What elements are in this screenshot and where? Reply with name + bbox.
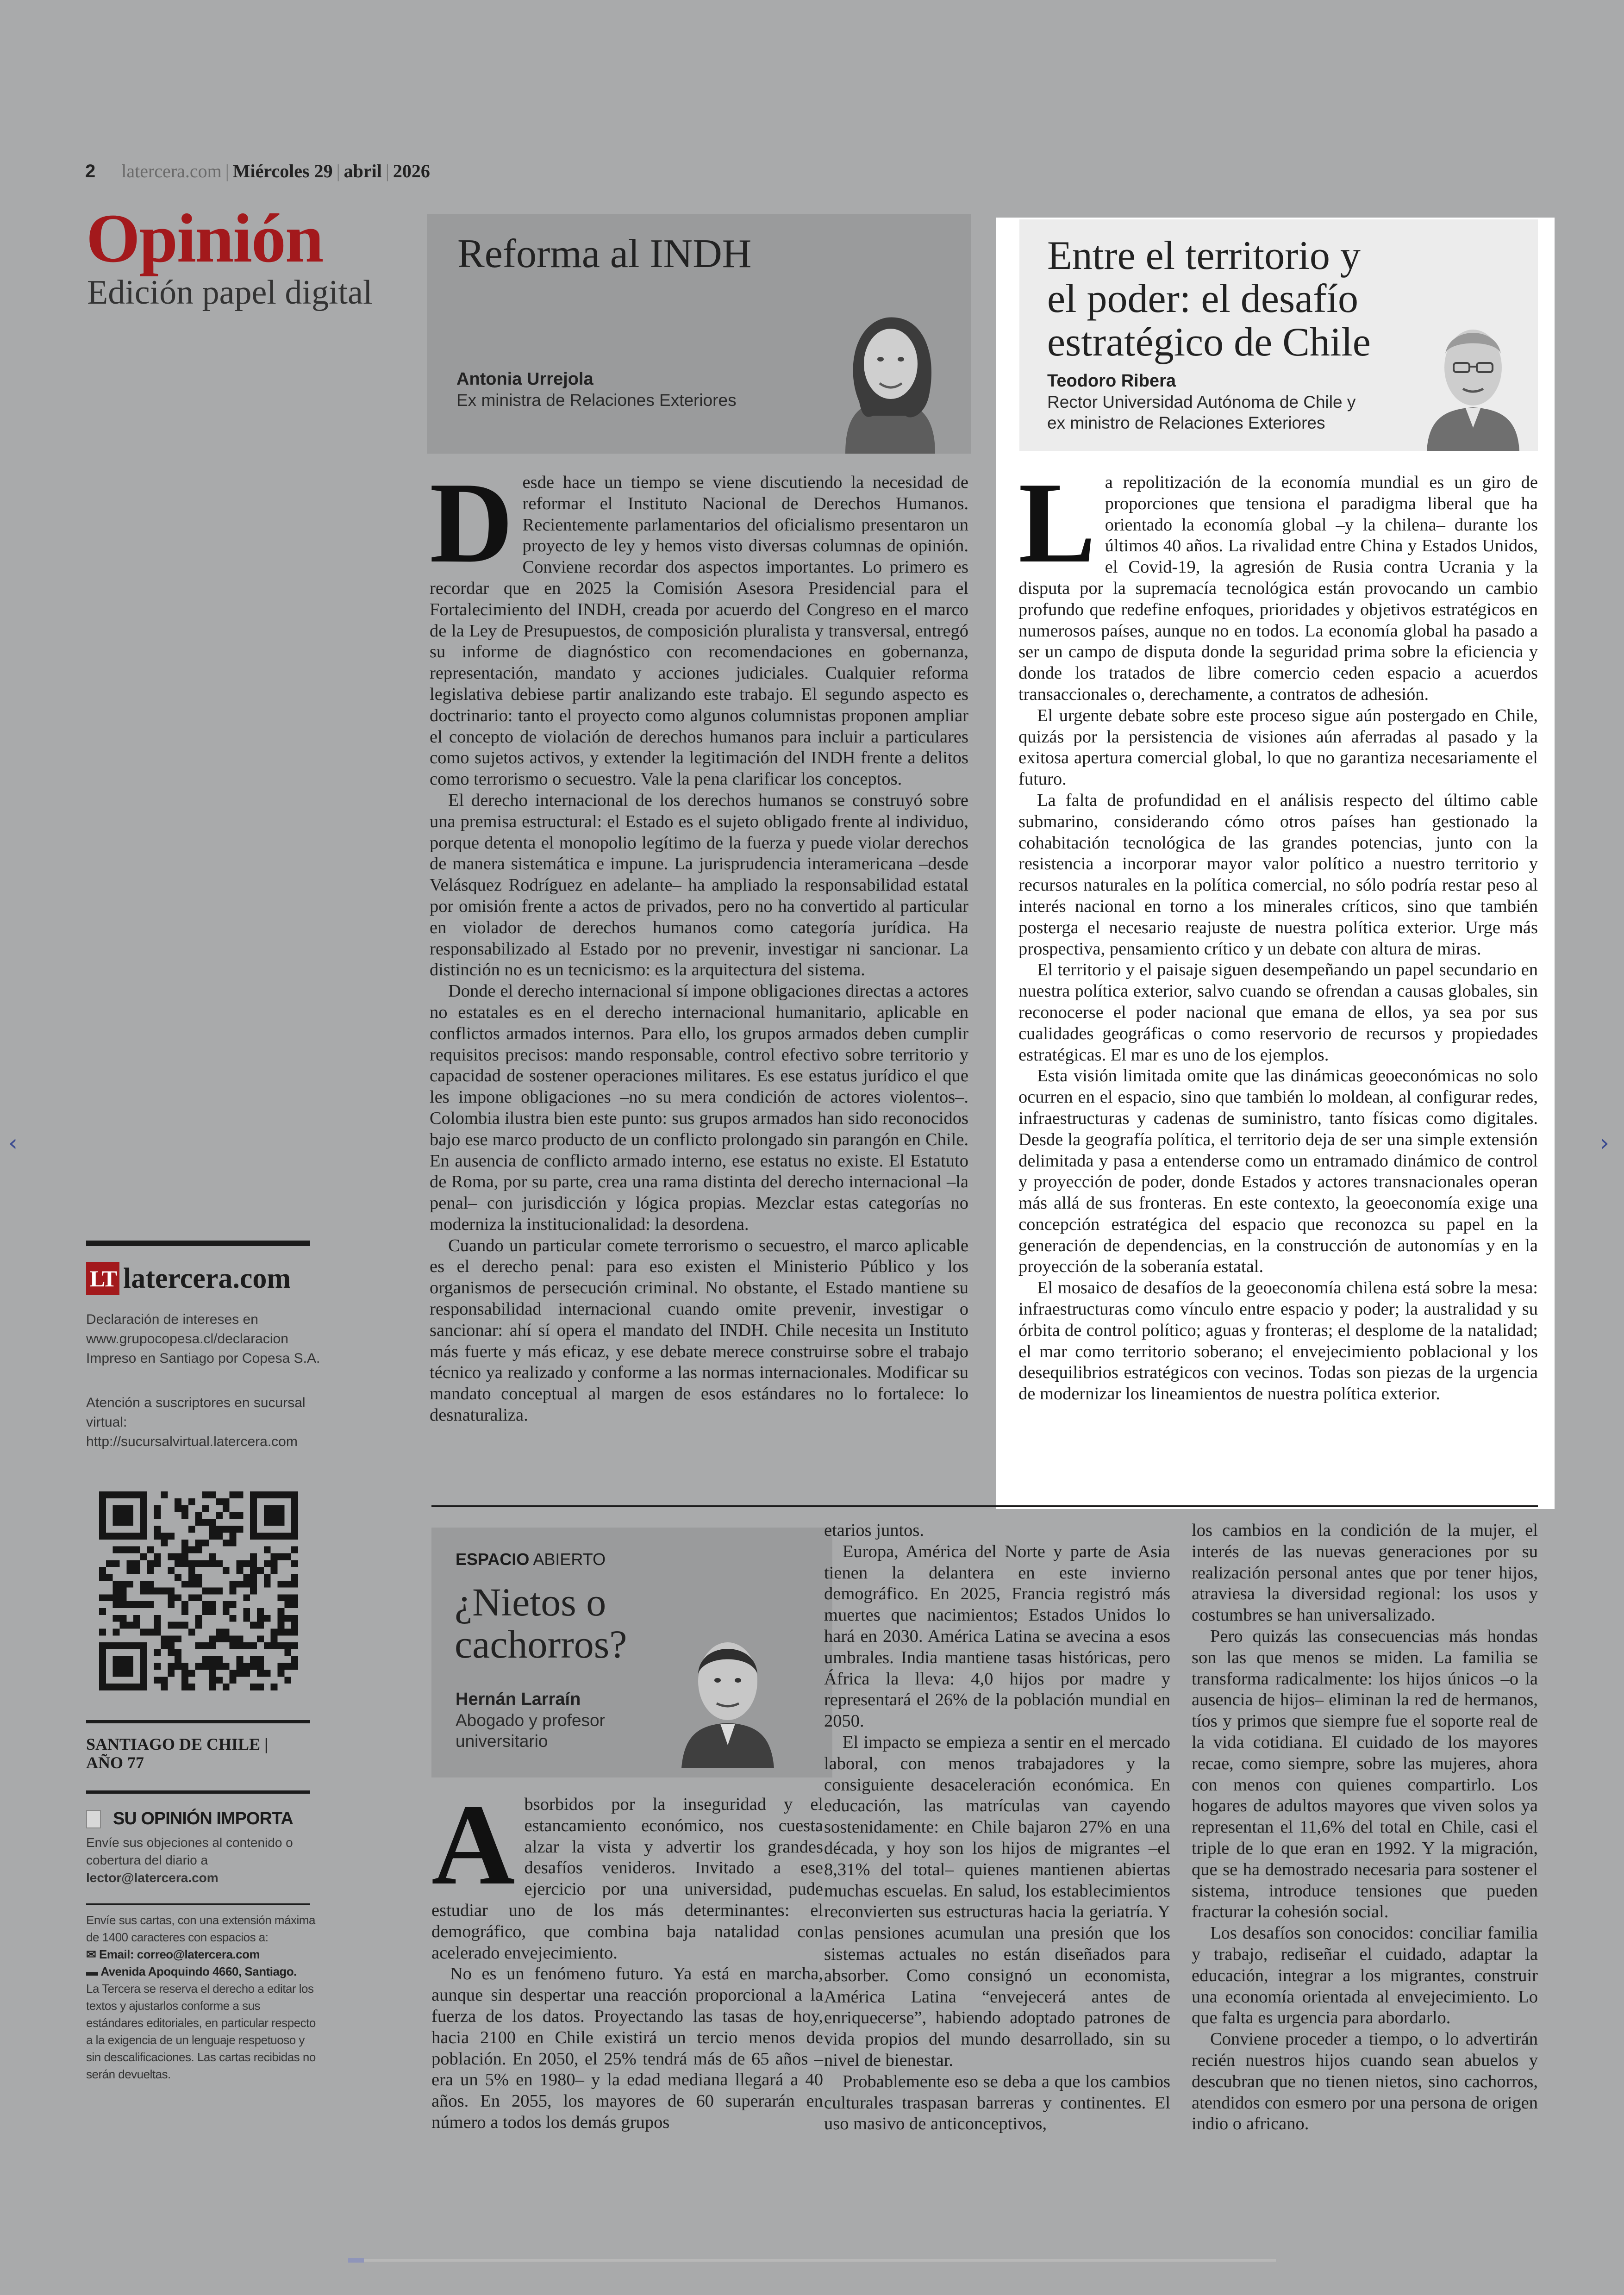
drop-cap: D: [430, 459, 513, 587]
drop-cap: L: [1018, 459, 1096, 587]
section-subtitle: Edición papel digital: [87, 274, 373, 312]
sidebar-rule: [86, 1720, 310, 1723]
chevron-right-icon[interactable]: ›: [1600, 1129, 1609, 1156]
logo-text: latercera.com: [123, 1262, 291, 1294]
article2-body: La repolitización de la economía mundial es un giro de proporciones que tensiona el paradigma liberal que ha orientado la economía global –y la chilena– durante los últimos 40 años. La rivalidad entre China y Estados Unidos, el Covid-19, la agresión de Rusia contra Ucrania y la disputa por la supremacía tecnológica están provocando un cambio profundo que redefine enfoques, prioridades y objetivos estratégicos en numerosos países, aunque no en todos. La economía global ha pasado a ser un campo de disputa donde la seguridad prima sobre la eficiencia y donde los tratados de libre comercio ceden espacio a acuerdos transaccionales o, derechamente, a contratos de adhesión. El urgente debate sobre este proceso sigue aún postergado en Chile, quizás por la persistencia de visiones aún aferradas al pasado y la exitosa apertura comercial global, lo que no garantiza necesariamente el futuro. La falta de profundidad en el análisis respecto del último cable submarino, considerando cómo otros países han gestionado la cohabitación tecnológica de las grandes potencias, junto con la resistencia a incorporar mayor valor político a nuestro territorio y recursos naturales en la política comercial, no sólo podría restar peso al interés nacional en torno a los minerales críticos, sino que también posterga el necesario reajuste de nuestra política exterior. Urge más prospectiva, pensamiento crítico y un debate con altura de miras. El territorio y el paisaje siguen desempeñando un papel secundario en nuestra política exterior, salvo cuando se ofrendan a causas globales, sin reconocerse el poder nacional que emana de ellos, ya sea por sus cualidades geográficas o como reservorio de recursos y propiedades estratégicas. El mar es uno de los ejemplos. Esta visión limitada omite que las dinámicas geoeconómicas no solo ocurren en el espacio, sino que también lo moldean, al configurar redes, infraestructuras y cadenas de suministro, tanto físicas como digitales. Desde la geografía política, el territorio deja de ser una simple extensión delimitada y pasa a entenderse como un entramado dinámico de control y proyección de poder, donde Estados y actores transnacionales operan más allá de sus fronteras. En este contexto, la geoeconomía exige una concepción estratégica del espacio que reconozca su papel en la generación de dependencias, en la construcción de autonomías y en la proyección de la soberanía estatal. El mosaico de desafíos de la geoeconomía chilena está sobre la mesa: infraestructuras como vínculo entre espacio y poder; la australidad y su órbita de control político; aguas y fronteras; el desplome de la natalidad; el mar como territorio soberano; el envejecimiento poblacional y los desequilibrios estratégicos con vecinos. Todas son piezas de la urgencia de modernizar los lineamientos de nuestra política exterior.: [1018, 459, 1538, 1404]
chevron-left-icon[interactable]: ‹: [8, 1129, 18, 1156]
letters-policy: La Tercera se reserva el derecho a editar los textos y ajustarlos conforme a sus estándares editoriales, en particular respecto a la exigencia de un lenguaje respetuoso y sin descalificaciones. Las cartas recibidas no serán devueltas.: [86, 1982, 316, 2081]
letters-email[interactable]: ✉ Email: correo@latercera.com: [86, 1947, 260, 1961]
opinion-text: [86, 1834, 318, 1887]
article3-author: Hernán Larraín: [456, 1690, 581, 1709]
scrollbar-thumb[interactable]: [348, 2258, 364, 2263]
article1-role: Ex ministra de Relaciones Exteriores: [456, 391, 737, 410]
logo-mark: LT: [86, 1262, 119, 1295]
letters-info: [86, 1912, 318, 2083]
opinion-body: Envíe sus objeciones al contenido o cobertura del diario a: [86, 1835, 293, 1867]
section-divider: [431, 1505, 1538, 1507]
opinion-title: SU OPINIÓN IMPORTA: [113, 1809, 293, 1828]
latercera-logo: [86, 1262, 291, 1295]
site-name: latercera.com: [121, 161, 222, 181]
date-day: Miércoles 29: [232, 161, 333, 181]
article1-header: [427, 214, 971, 454]
declaration-text: Declaración de intereses en www.grupocopesa.cl/declaracion Impreso en Santiago por Copesa S.A.: [86, 1312, 320, 1366]
article3-role: Abogado y profesor universitario: [456, 1711, 605, 1751]
date-month: abril: [344, 161, 382, 181]
section-title: Opinión: [86, 200, 323, 277]
drop-cap: A: [431, 1781, 515, 1909]
sidebar-rule-top: [86, 1241, 310, 1246]
article3-column-2: etarios juntos. Europa, América del Norte y parte de Asia tienen la delantera en este invierno demográfico. En 2025, Francia registró más muertes que nacimientos; Estados Unidos lo hará en 2030. América Latina se avecina a esos umbrales. India mantiene tasas históricas, pero África la lleva: 4,0 hijos por madre y representará el 26% de la población mundial en 2050. El impacto se empieza a sentir en el mercado laboral, con menos trabajadores y la consiguiente desaceleración económica. En educación, las matrículas van cayendo sostenidamente: en Chile bajaron 27% en una década, y hoy son los hijos de migrantes –el 8,31% del total– quienes mantienen abiertas muchas escuelas. En salud, los establecimientos reconvierten sus estructuras hacia la geriatría. Y las pensiones acumulan una presión que los sistemas actuales no están diseñados para absorber. Como consignó un economista, América Latina “envejecerá antes de enriquecerse”, habiendo adoptado patrones de vida propios del mundo desarrollado, sin su nivel de bienestar. Probablemente eso se deba a que los cambios culturales traspasan barreras y continentes. El uso masivo de anticonceptivos,: [824, 1521, 1170, 2134]
article2-author: Teodoro Ribera: [1047, 371, 1176, 391]
article1-title: Reforma al INDH: [457, 231, 752, 276]
article2-header: [1019, 219, 1538, 451]
article2-title: Entre el territorio y el poder: el desafío estratégico de Chile: [1047, 233, 1371, 365]
article3-title: ¿Nietos o cachorros?: [455, 1580, 627, 1667]
sidebar-rule: [86, 1903, 310, 1905]
article1-body: Desde hace un tiempo se viene discutiendo la necesidad de reformar el Instituto Nacional de Derechos Humanos. Recientemente parlamentarios del oficialismo presentaron un proyecto de ley y hemos visto diversas columnas de opinión. Conviene recordar dos aspectos importantes. Lo primero es recordar que en 2025 la Comisión Asesora Presidencial para el Fortalecimiento del INDH, creada por acuerdo del Congreso en el marco de la Ley de Presupuestos, de composición pluralista y transversal, entregó su informe de diagnóstico con recomendaciones en gobernanza, representación, mandato y acciones judiciales. Cualquier reforma legislativa debiese partir analizando este trabajo. El segundo aspecto es doctrinario: tanto el proyecto como algunos columnistas proponen ampliar el concepto de violación de derechos humanos para incluir a particulares como sujetos activos, y extender la legitimación del INDH frente a delitos como terrorismo o secuestro. Vale la pena clarificar los conceptos. El derecho internacional de los derechos humanos se construyó sobre una premisa estructural: el Estado es el sujeto obligado frente al individuo, porque detenta el monopolio legítimo de la fuerza y puede violar derechos de manera sistemática e impune. La jurisprudencia interamericana –desde Velásquez Rodríguez en adelante– ha ampliado la responsabilidad estatal por omisión frente a actos de privados, pero no ha convertido al particular en violador de derechos humanos como categoría jurídica. Ha responsabilizado al Estado por no prevenir, investigar ni sancionar. La distinción no es un tecnicismo: es la arquitectura del sistema. Donde el derecho internacional sí impone obligaciones directas a actores no estatales es en el derecho internacional humanitario, aplicable en conflictos armados internos. Para ello, los grupos armados deben cumplir requisitos precisos: mando responsable, control efectivo sobre territorio y capacidad de sostener operaciones militares. Es ese estatus jurídico el que les impone obligaciones –no su mera condición de actores violentos–. Colombia ilustra bien este punto: sus grupos armados han sido reconocidos bajo ese marco producto de un conflicto prolongado sin parangón en Chile. En ausencia de conflicto armado interno, ese estatus no existe. El Estatuto de Roma, por su parte, crea una rama distinta del derecho internacional –la penal– con jurisdicción y lógica propias. Mezclar estas categorías no moderniza la institucionalidad: la desordena. Cuando un particular comete terrorismo o secuestro, el marco aplicable es el derecho penal: para eso existen el Ministerio Público y los organismos de persecución criminal. No obstante, el Estado mantiene su responsabilidad internacional cuando omite prevenir, investigar o sancionar: ahí sí opera el mandato del INDH. Chile necesita un Instituto más fuerte y más eficaz, y ese debate merece construirse sobre el trabajo técnico ya realizado y conforme a las normas internacionales. Modificar su mandato conceptual al margen de esos estándares no lo fortalece: lo desnaturaliza.: [430, 459, 968, 1425]
city-year: [86, 1735, 268, 1772]
subscriber-info: Atención a suscriptores en sucursal virtual: http://sucursalvirtual.latercera.com: [86, 1395, 306, 1449]
author-photo: [672, 1629, 783, 1768]
date-year: 2026: [393, 161, 430, 181]
letters-address: ▬ Avenida Apoquindo 4660, Santiago.: [86, 1964, 297, 1978]
page-scrollbar[interactable]: [348, 2259, 1276, 2262]
year-label: AÑO 77: [86, 1753, 144, 1772]
letters-intro: Envíe sus cartas, con una extensión máxima de 1400 caracteres con espacios a:: [86, 1913, 315, 1944]
article3-header: [431, 1528, 832, 1777]
author-photo: [827, 305, 952, 454]
document-icon: [86, 1810, 101, 1828]
page-number: 2: [85, 161, 96, 181]
article3-column-1: Absorbidos por la inseguridad y el estancamiento económico, nos cuesta alzar la vista y advertir los grandes desafíos venideros. Invitado a ese ejercicio por una universidad, pude estudiar uno de los más determinantes: el demográfico, que combina baja natalidad con acelerado envejecimiento. No es un fenómeno futuro. Ya está en marcha, aunque sin despertar una reacción proporcional a la fuerza de los datos. Proyectando las tasas de hoy, hacia 2100 en Chile existirá un tercio menos de población. En 2050, el 25% tendrá más de 65 años –era un 5% en 1980– y la edad mediana llegará a 40 años. En 2055, los mayores de 60 superarán en número a todos los demás grupos: [431, 1781, 823, 2132]
article1-author: Antonia Urrejola: [456, 369, 593, 389]
author-photo: [1422, 317, 1524, 451]
city-label: SANTIAGO DE CHILE |: [86, 1735, 269, 1753]
opinion-heading: [86, 1809, 293, 1829]
page-header: 2 latercera.com | Miércoles 29 | abril | 2026: [85, 161, 430, 181]
qr-code[interactable]: [99, 1491, 298, 1690]
article2-role: Rector Universidad Autónoma de Chile y ex ministro de Relaciones Exteriores: [1047, 393, 1356, 432]
sidebar-rule: [86, 1790, 310, 1794]
opinion-email[interactable]: lector@latercera.com: [86, 1871, 219, 1885]
article3-column-3: los cambios en la condición de la mujer, el interés de las nuevas generaciones por su realización personal antes que por tener hijos, atraviesa la diversidad regional: los usos y costumbres se han universalizado. Pero quizás las consecuencias más hondas son las que menos se miden. La familia se transforma radicalmente: los hijos únicos –o la ausencia de hijos– eliminan la red de hermanos, tíos y primos que siempre fue el soporte real de la vida cotidiana. El cuidado de los mayores recae, como siempre, sobre las mujeres, ahora con menos con quienes compartirlo. Los hogares de adultos mayores que viven solos ya representan el 11,6% del total en Chile, casi el triple de lo que eran en 1992. Y la migración, que se ha demostrado necesaria para sostener el sistema, introduce tensiones que pueden fracturar la cohesión social. Los desafíos son conocidos: conciliar familia y trabajo, rediseñar el cuidado, adaptar la educación, integrar a los migrantes, construir una economía orientada al envejecimiento. Lo que falta es urgencia para abordarlo. Conviene proceder a tiempo, o lo advertirán recién nuestros hijos cuando sean abuelos y descubran que no tienen nietos, sino cachorros, atendidos con esmero por una persona de origen indio o africano.: [1192, 1521, 1538, 2134]
article3-kicker: ESPACIO ABIERTO: [456, 1550, 606, 1569]
